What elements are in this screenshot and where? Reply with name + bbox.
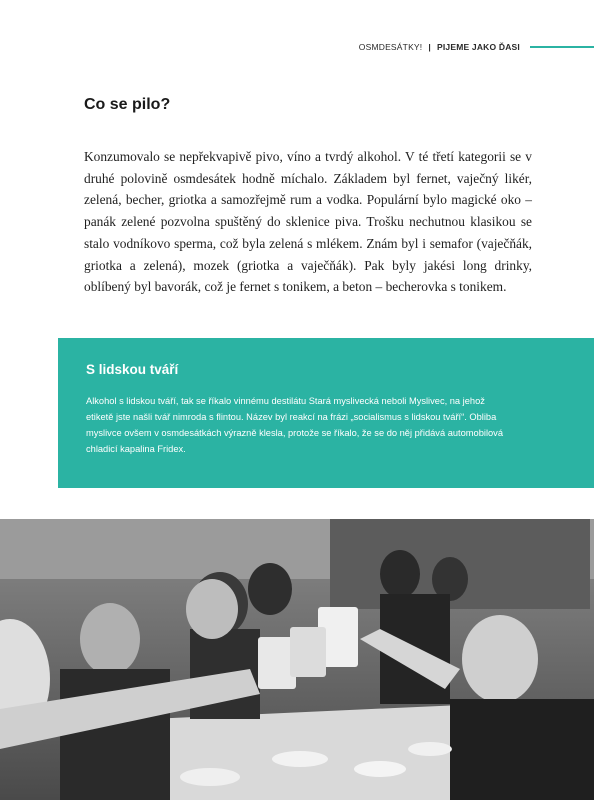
- body-paragraph: Konzumovalo se nepřekvapivě pivo, víno a tvrdý alkohol. V té třetí kategorii se v druhé polovině osmdesátek hodně míchalo. Základem byl fernet, vaječný likér, zelená, becher, griotka a samozřejmě rum a vodka. Populární bylo magické oko – panák zelené pozvolna spuštěný do sklenice piva. Trošku nechutnou klasikou se stalo vodníkovo sperma, což byla zelená s mlékem. Znám byl i semafor (vaječňák, griotka a zelená), mozek (griotka a vaječňák). Pak byly jakési long drinky, oblíbený byl bavorák, což je fernet s tonikem, a beton – becherovka s tonikem.: [84, 149, 532, 295]
- photo-illustration: [0, 519, 594, 800]
- archival-photo: [0, 519, 594, 800]
- sidebar-box: [58, 338, 594, 488]
- page-title: Co se pilo?: [84, 96, 171, 113]
- running-header: [359, 40, 594, 54]
- header-chapter-label: PIJEME JAKO ĎASI: [436, 42, 520, 52]
- header-section-label: OSMDESÁTKY!: [358, 42, 423, 52]
- header-accent-rule: [530, 46, 594, 48]
- sidebar-title: S lidskou tváří: [86, 362, 179, 377]
- sidebar-text: Alkohol s lidskou tváří, tak se říkalo vinnému destilátu Stará myslivecká neboli Myslivec, na jehož etiketě jste našli tvář nimroda s flintou. Název byl reakcí na frázi „socialismus s lidskou tváří“. Obliba myslivce ovšem v osmdesátkách výrazně klesla, protože se říkalo, že se do něj přidává automobilová chladicí kapalina Fridex.: [86, 396, 504, 454]
- header-separator: |: [428, 42, 431, 52]
